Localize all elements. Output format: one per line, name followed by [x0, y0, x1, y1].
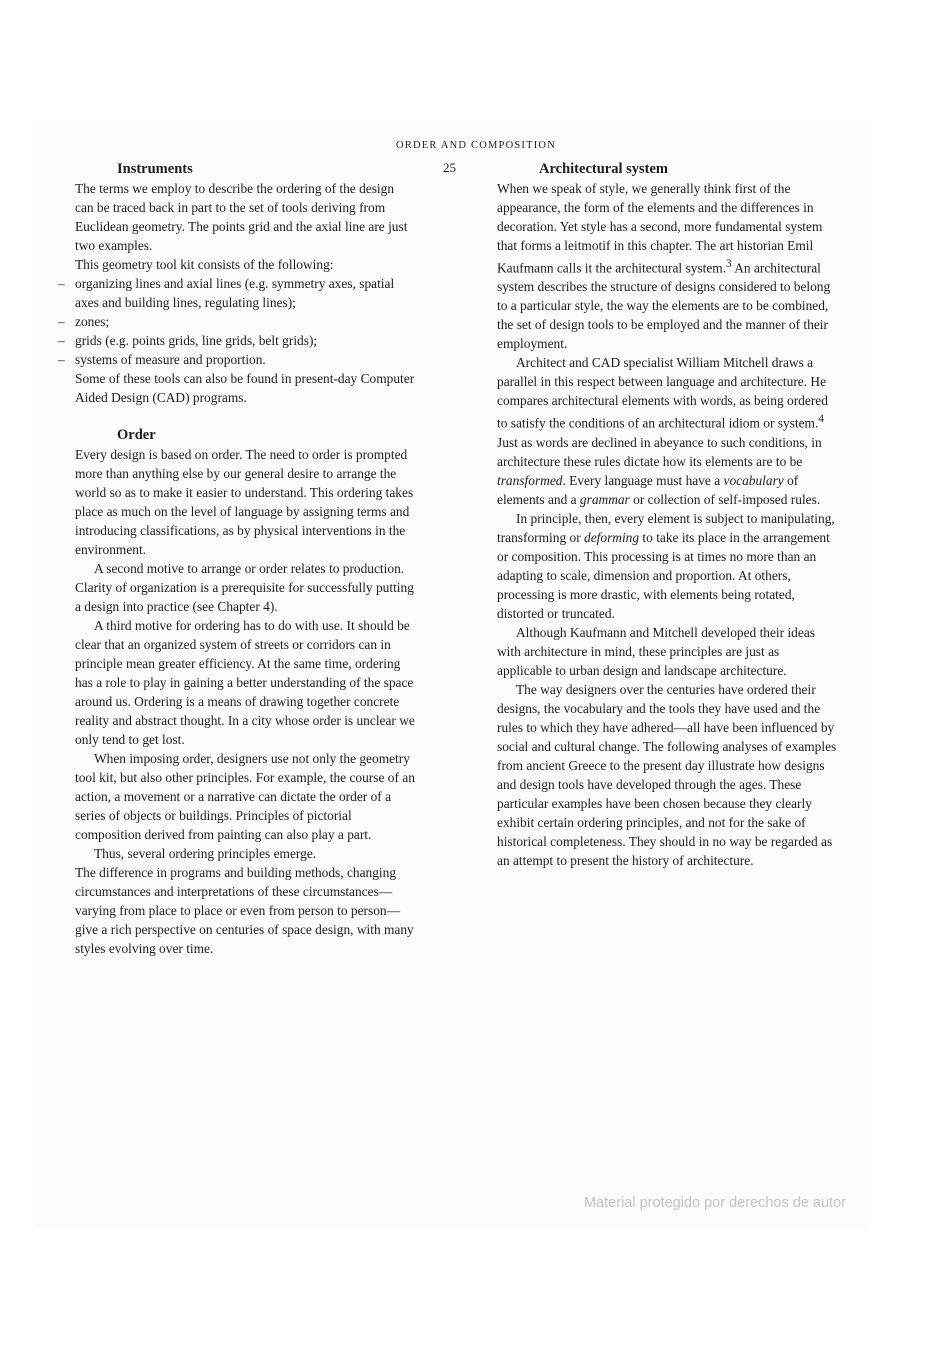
- right-column: [497, 160, 837, 870]
- running-head: ORDER AND COMPOSITION: [396, 140, 556, 151]
- paragraph: Although Kaufmann and Mitchell developed their ideas with architecture in mind, these principles are just as applicable to urban design and landscape architecture.: [497, 624, 815, 678]
- section-heading-instruments: Instruments: [117, 161, 193, 177]
- list-item: – grids (e.g. points grids, line grids, belt grids);: [75, 331, 415, 350]
- list-item: – systems of measure and proportion.: [75, 350, 415, 369]
- paragraph: This geometry tool kit consists of the following:: [75, 257, 334, 272]
- paragraph: Some of these tools can also be found in present-day Computer Aided Design (CAD) programs.: [75, 371, 415, 405]
- paragraph: The way designers over the centuries have ordered their designs, the vocabulary and the tools they have used and the rules to which they have adhered—all have been influenced by social and cultural change. The following analyses of examples from ancient Greece to the present day illustrate how designs and design tools have developed through the ages. These particular examples have been chosen because they clearly exhibit certain ordering principles, and not for the sake of historical completeness. They should in no way be regarded as an attempt to present the history of architecture.: [497, 681, 837, 868]
- paragraph: When we speak of style, we generally think first of the appearance, the form of the elements and the differences in decoration. Yet style has a second, more fundamental system that forms a leitmotif in this chapter. The art historian Emil Kaufmann calls it the architectural system.$^3$ An architectural system describes the structure of designs considered to belong to a particular style, the way the elements are to be combined, the set of design tools to be employed and the manner of their employment.: [497, 181, 831, 352]
- section-heading-order: Order: [117, 427, 156, 443]
- tool-kit-list: [75, 274, 415, 369]
- list-item: – zones;: [75, 312, 415, 331]
- paragraph: A third motive for ordering has to do with use. It should be clear that an organized system of streets or corridors can in principle mean greater efficiency. At the same time, ordering has a role to play in gaining a better understanding of the space around us. Ordering is a means of drawing together concrete reality and abstract thought. In a city whose order is unclear we only tend to get lost.: [75, 618, 415, 747]
- list-item: – organizing lines and axial lines (e.g. symmetry axes, spatial axes and building lines, regulating lines);: [75, 274, 415, 312]
- paragraph: Every design is based on order. The need to order is prompted more than anything else by our general desire to arrange the world so as to make it easier to understand. This ordering takes place as much on the level of language by assigning terms and introducing classifications, as by physical interventions in the environment.: [75, 447, 414, 557]
- left-column: [75, 160, 415, 958]
- footnote-marker: 4: [818, 413, 824, 426]
- paragraph: Architect and CAD specialist William Mitchell draws a parallel in this respect between language and architecture. He compares architectural elements with words, as being ordered to satisfy the conditions of an architectural idiom or system.$^4$ Just as words are declined in abeyance to such conditions, in architecture these rules dictate how its elements are to be transformed. Every language must have a vocabulary of elements and a grammar or collection of self-imposed rules.: [497, 355, 828, 507]
- paragraph: The difference in programs and building methods, changing circumstances and interpretations of these circumstances—varying from place to place or even from person to person—give a rich perspective on centuries of space design, with many styles evolving over time.: [75, 865, 414, 956]
- paragraph: In principle, then, every element is subject to manipulating, transforming or deforming to take its place in the arrangement or composition. This processing is at times no more than an adapting to scale, dimension and proportion. At others, processing is more drastic, with elements being rotated, distorted or truncated.: [497, 510, 835, 621]
- paragraph: A second motive to arrange or order relates to production. Clarity of organization is a prerequisite for successfully putting a design into practice (see Chapter 4).: [75, 561, 414, 614]
- paragraph: The terms we employ to describe the ordering of the design can be traced back in part to the set of tools deriving from Euclidean geometry. The points grid and the axial line are just two examples.: [75, 181, 408, 253]
- paragraph: Thus, several ordering principles emerge.: [94, 846, 317, 861]
- section-heading-architectural-system: Architectural system: [539, 161, 668, 177]
- paragraph: When imposing order, designers use not only the geometry tool kit, but also other principles. For example, the course of an action, a movement or a narrative can dictate the order of a series of objects or buildings. Principles of pictorial composition derived from painting can also play a part.: [75, 751, 415, 842]
- copyright-watermark: Material protegido por derechos de autor: [584, 1195, 846, 1211]
- page-number: 25: [443, 160, 456, 175]
- footnote-marker: 3: [726, 258, 732, 270]
